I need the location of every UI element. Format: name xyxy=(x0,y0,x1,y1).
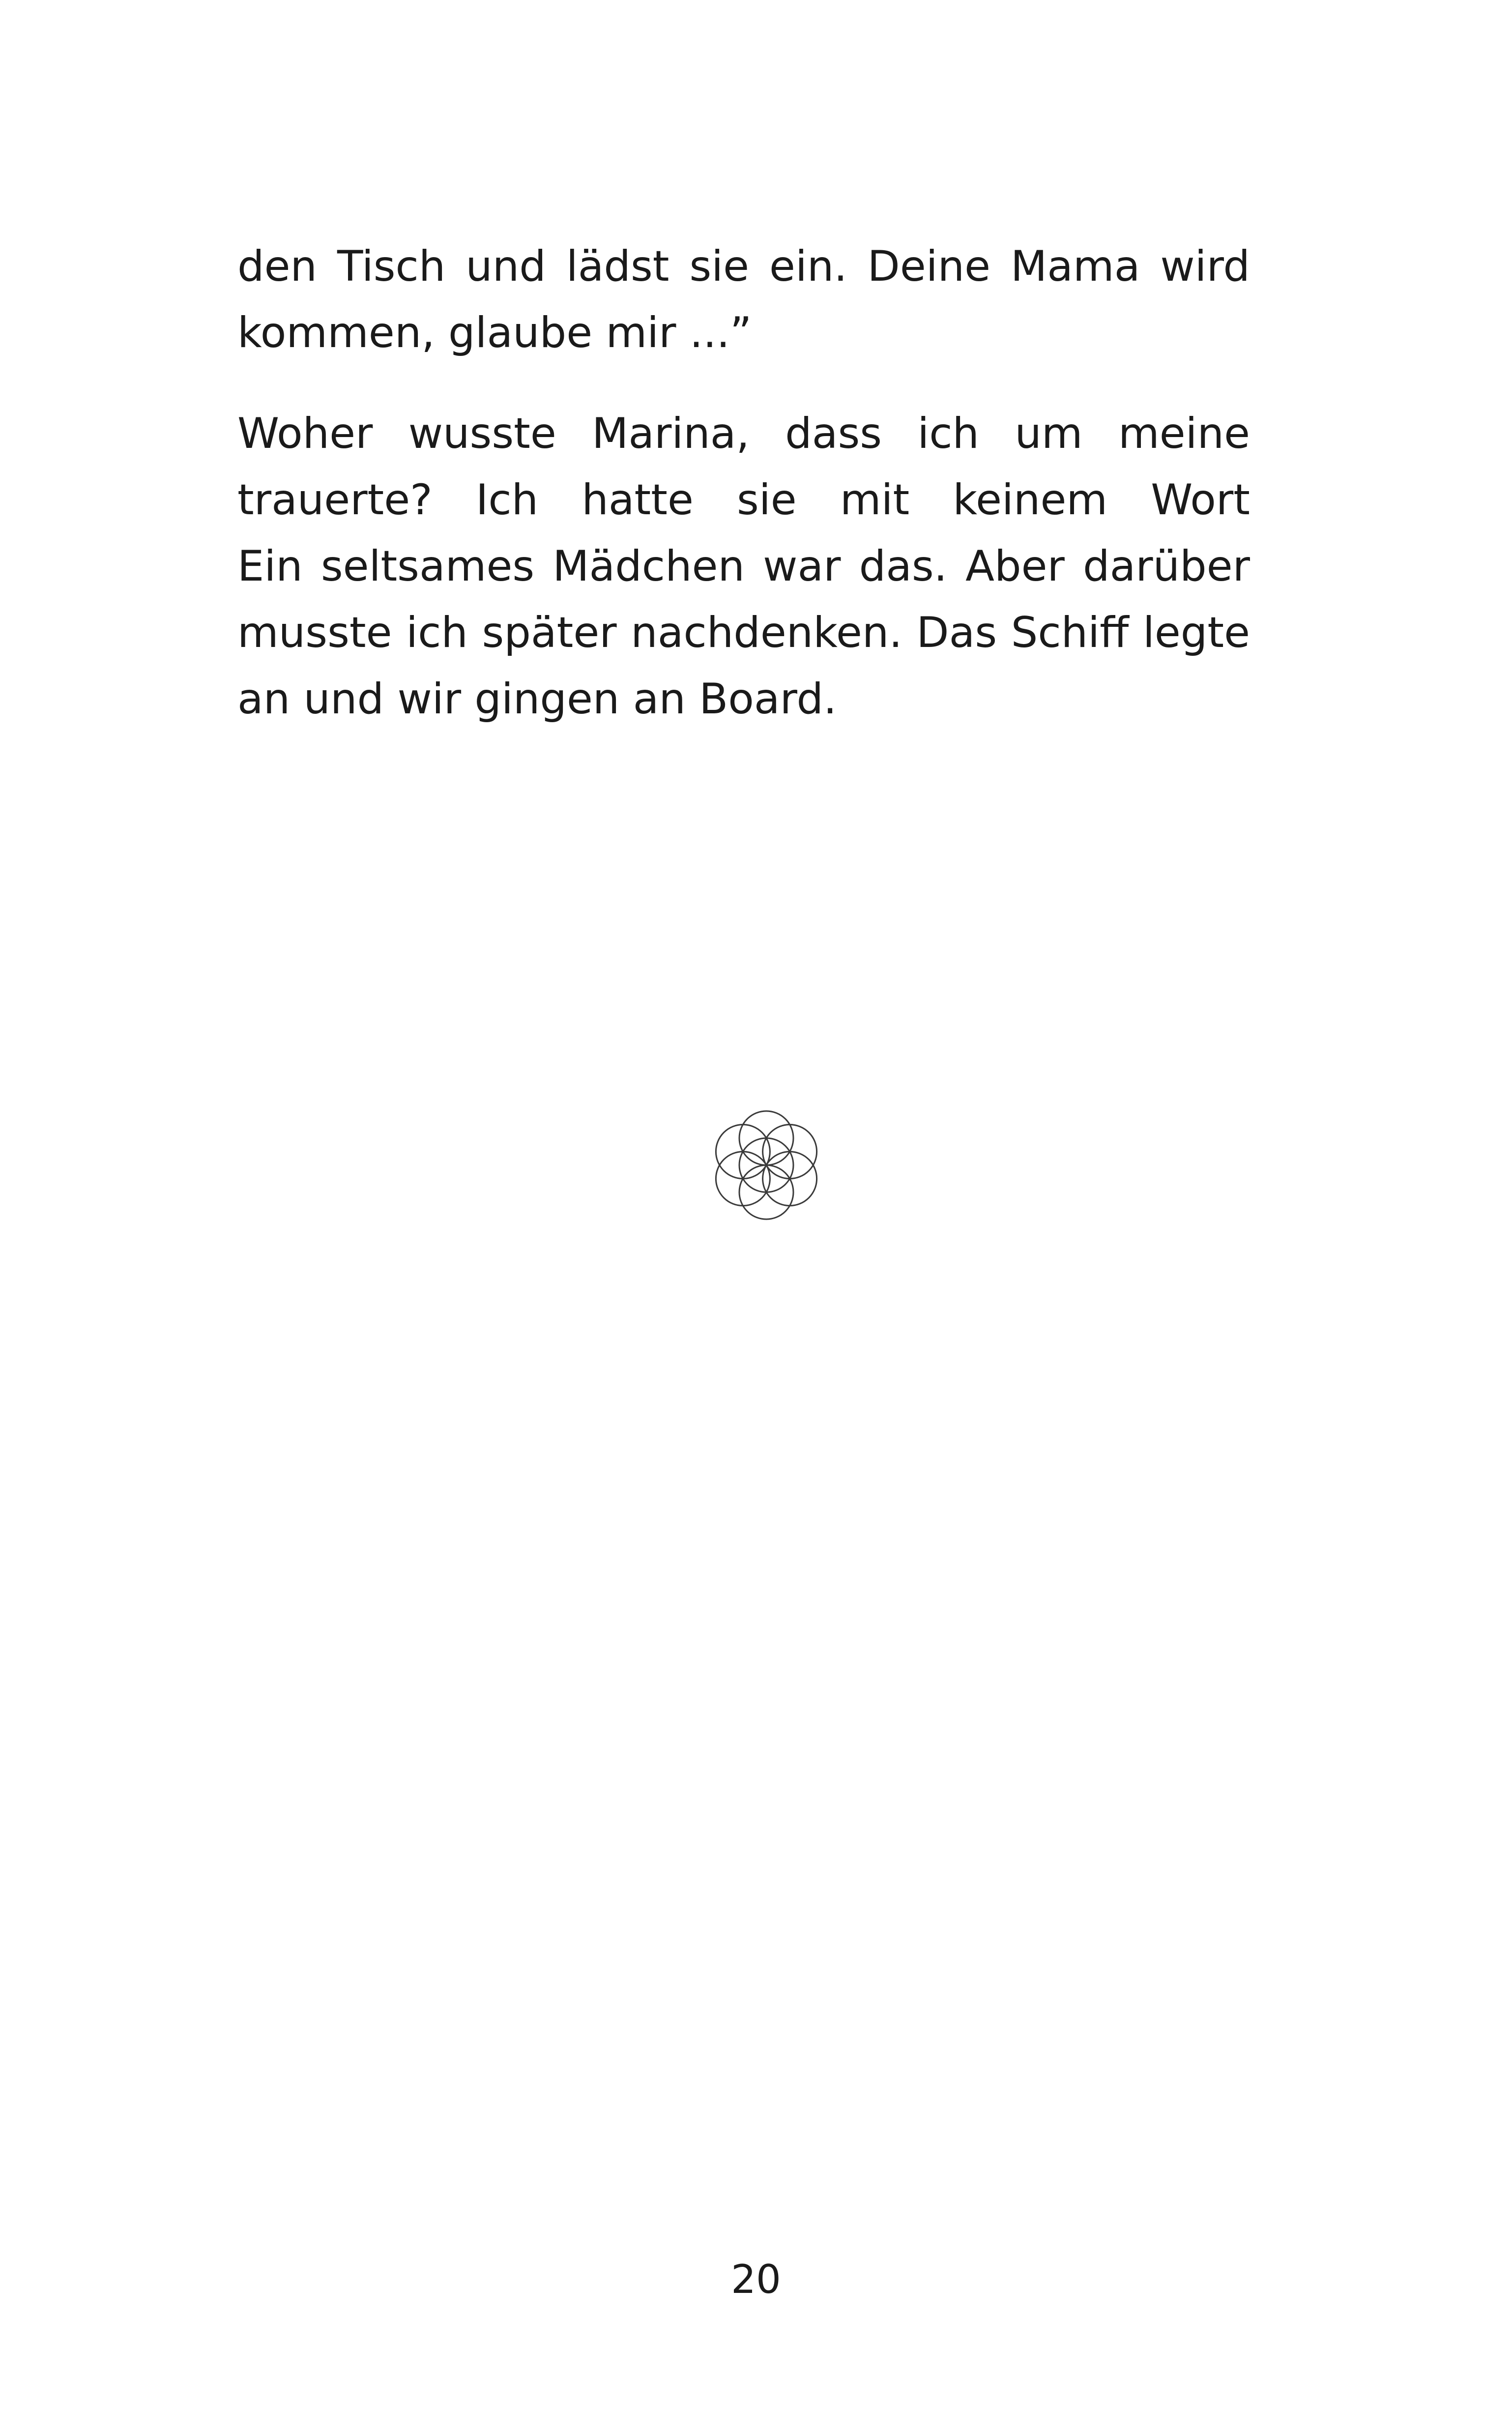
paragraph-line: Woher wusste Marina, dass ich um meine xyxy=(237,409,1250,458)
paragraph-line: kommen, glaube mir ...” xyxy=(237,308,752,357)
flower-of-life-icon xyxy=(712,1106,820,1224)
paragraph-line: trauerte? Ich hatte sie mit keinem Wort xyxy=(237,475,1250,525)
paragraph-line: den Tisch und lädst sie ein. Deine Mama wird xyxy=(237,242,1250,291)
paragraph-2 xyxy=(237,401,1250,733)
paragraph-line: Ein seltsames Mädchen war das. Aber darüber xyxy=(237,542,1250,591)
paragraph-line: an und wir gingen an Board. xyxy=(237,674,837,724)
page-number: 20 xyxy=(731,2257,781,2302)
paragraph-1 xyxy=(237,234,1250,366)
paragraph-line: musste ich später nachdenken. Das Schiff legte xyxy=(237,608,1250,657)
